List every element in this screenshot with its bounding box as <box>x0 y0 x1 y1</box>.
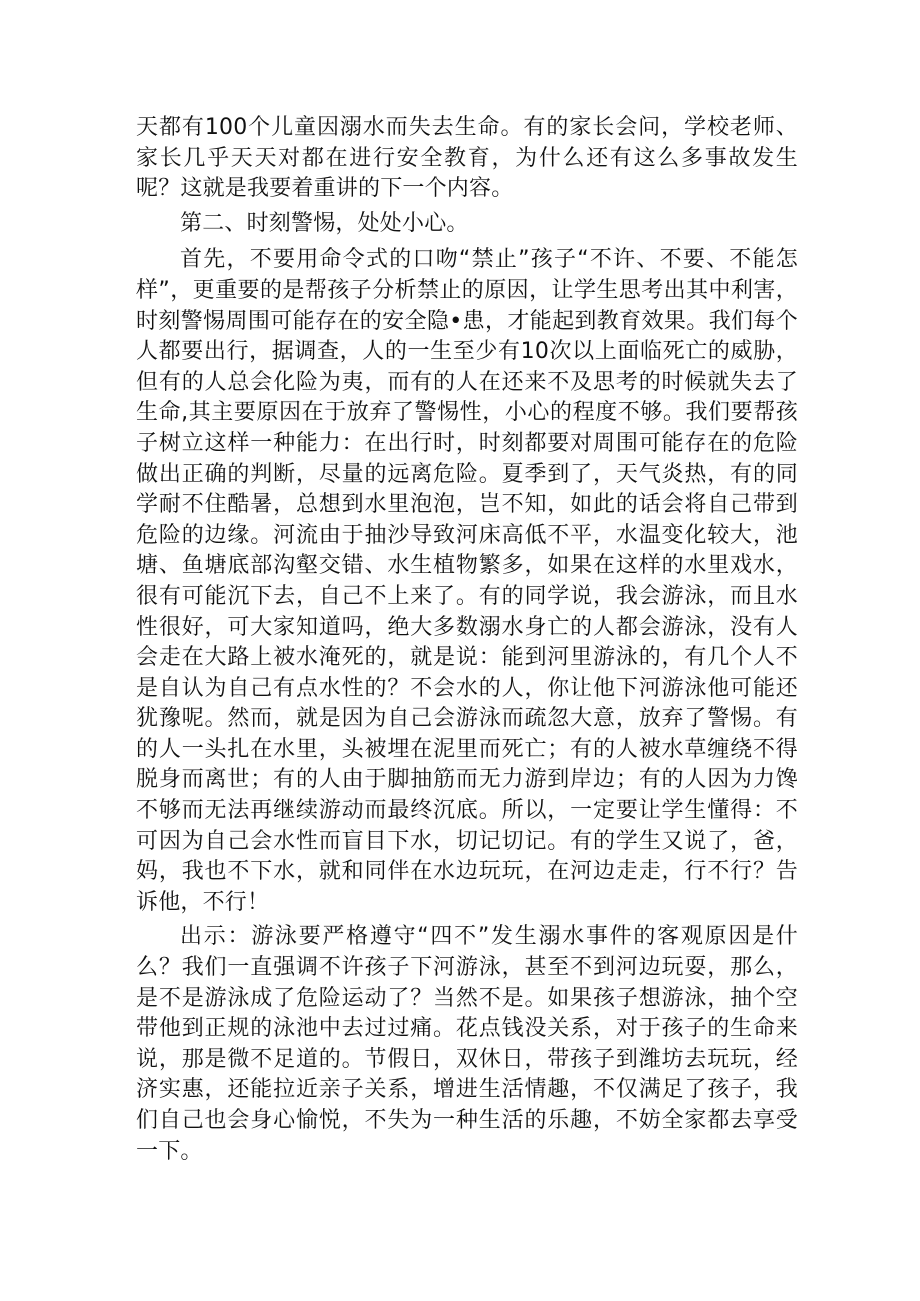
paragraph-continued-intro: 天都有100个儿童因溺水而失去生命。有的家长会问，学校老师、家长几乎天天对都在进行安全教育，为什么还有这么多事故发生呢？这就是我要着重讲的下一个内容。 <box>136 115 798 202</box>
section-heading-second: 第二、时刻警惕，处处小心。 <box>180 210 469 236</box>
paragraph-swimming-rules: 出示：游泳要严格遵守“四不”发生溺水事件的客观原因是什么？我们一直强调不许孩子下河游泳，甚至不到河边玩耍，那么，是不是游泳成了危险运动了？当然不是。如果孩子想游泳，抽个空带他到正规的泳池中去过过痛。花点钱没关系，对于孩子的生命来说，那是微不足道的。节假日，双休日，带孩子到潍坊去玩玩，经济实惠，还能拉近亲子关系，增进生活情趣，不仅满足了孩子，我们自己也会身心愉悦，不失为一种生活的乐趣，不妨全家都去享受一下。 <box>136 924 798 1164</box>
paragraph-safety-awareness: 首先，不要用命令式的口吻“禁止”孩子“不许、不要、不能怎样”，更重要的是帮孩子分析禁止的原因，让学生思考出其中利害，时刻警惕周围可能存在的安全隐•患，才能起到教育效果。我们每个人都要出行，据调查，人的一生至少有10次以上面临死亡的威胁，但有的人总会化险为夷，而有的人在还来不及思考的时候就失去了生命,其主要原因在于放弃了警惕性，小心的程度不够。我们要帮孩子树立这样一种能力：在出行时，时刻都要对周围可能存在的危险做出正确的判断，尽量的远离危险。夏季到了，天气炎热，有的同学耐不住酷暑，总想到水里泡泡，岂不知，如此的话会将自己带到危险的边缘。河流由于抽沙导致河床高低不平，水温变化较大，池塘、鱼塘底部沟壑交错、水生植物繁多，如果在这样的水里戏水，很有可能沉下去，自己不上来了。有的同学说，我会游泳，而且水性很好，可大家知道吗，绝大多数溺水身亡的人都会游泳，没有人会走在大路上被水淹死的，就是说：能到河里游泳的，有几个人不是自认为自己有点水性的？不会水的人，你让他下河游泳他可能还犹豫呢。然而，就是因为自己会游泳而疏忽大意，放弃了警惕。有的人一头扎在水里，头被埋在泥里而死亡；有的人被水草缠绕不得脱身而离世；有的人由于脚抽筋而无力游到岸边；有的人因为力馋不够而无法再继续游动而最终沉底。所以，一定要让学生懂得：不可因为自己会水性而盲目下水，切记切记。有的学生又说了，爸，妈，我也不下水，就和同伴在水边玩玩，在河边走走，行不行？告诉他，不行！ <box>136 247 798 915</box>
document-body <box>136 113 798 1167</box>
